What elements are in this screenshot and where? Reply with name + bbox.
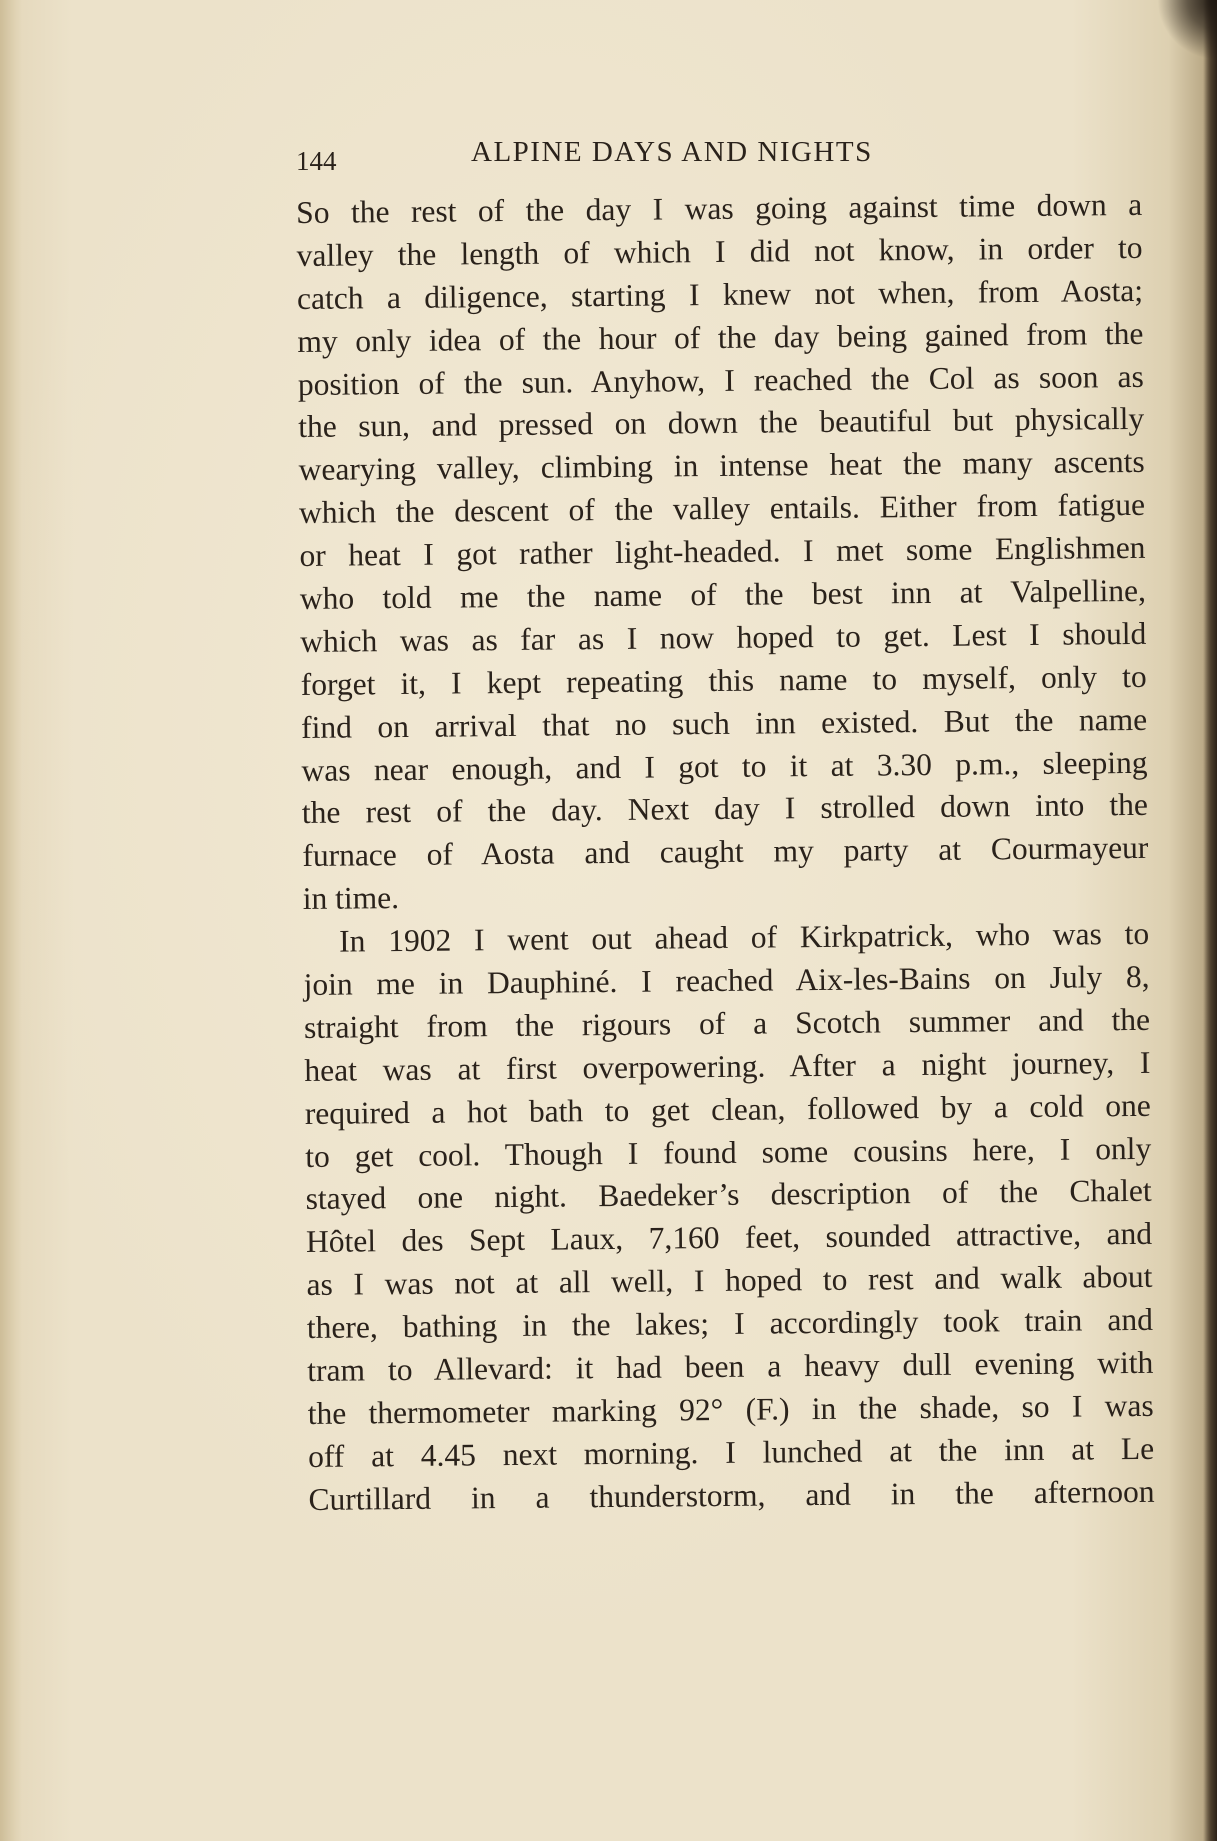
text-line: find on arrival that no such inn existed. But the name [300, 701, 1148, 745]
text-line: In 1902 I went out ahead of Kirkpatrick, who was to [339, 915, 1150, 959]
text-line: there, bathing in the lakes; I accordingly took train and [306, 1301, 1154, 1346]
text-line: catch a diligence, starting I knew not when, from Aosta; [296, 272, 1144, 316]
text-line: furnace of Aosta and caught my party at Courmayeur [302, 830, 1149, 874]
text-line: heat was at first overpowering. After a night journey, I [304, 1044, 1151, 1088]
text-line: So the rest of the day I was going against time down a [296, 186, 1143, 230]
text-line: Hôtel des Sept Laux, 7,160 feet, sounded attractive, and [305, 1216, 1153, 1260]
text-line: was near enough, and I got to it at 3.30 p.m., sleeping [301, 744, 1148, 788]
text-line: join me in Dauphiné. I reached Aix-les-Bains on July 8, [303, 958, 1150, 1002]
running-title: ALPINE DAYS AND NIGHTS [471, 136, 873, 168]
running-header [296, 132, 976, 176]
text-line: tram to Allevard: it had been a heavy dull evening with [307, 1344, 1154, 1388]
text-line: which was as far as I now hoped to get. Lest I should [300, 615, 1147, 659]
body-text [296, 184, 1155, 1522]
text-line: required a hot bath to get clean, followed by a cold one [304, 1087, 1151, 1131]
text-line: as I was not at all well, I hoped to rest and walk about [306, 1259, 1153, 1303]
text-line: off at 4.45 next morning. I lunched at the inn at Le [307, 1430, 1155, 1474]
text-line: which the descent of the valley entails. Either from fatigue [298, 487, 1146, 531]
page-gutter [0, 0, 22, 1841]
text-line: wearying valley, climbing in intense heat the many ascents [298, 444, 1145, 488]
text-line: Curtillard in a thunderstorm, and in the afternoon [308, 1473, 1155, 1517]
text-line: the sun, and pressed on down the beautiful but physically [298, 401, 1145, 445]
text-line: the rest of the day. Next day I strolled down into the [301, 787, 1149, 831]
page-number: 144 [296, 146, 337, 176]
text-line: who told me the name of the best inn at Valpelline, [299, 572, 1147, 616]
text-line: valley the length of which I did not know, in order to [296, 229, 1143, 273]
text-line: straight from the rigours of a Scotch summer and the [303, 1001, 1151, 1045]
text-line: to get cool. Though I found some cousins here, I only [305, 1130, 1152, 1174]
text-line: or heat I got rather light-headed. I met some Englishmen [299, 529, 1146, 574]
text-line: my only idea of the hour of the day being gained from the [297, 315, 1144, 359]
text-line: in time. [302, 880, 400, 917]
book-spine-shadow [1203, 0, 1217, 1841]
text-line: stayed one night. Baedeker’s description of the Chalet [305, 1173, 1152, 1217]
text-line: position of the sun. Anyhow, I reached the Col as soon as [297, 358, 1144, 402]
text-line: the thermometer marking 92° (F.) in the shade, so I was [307, 1387, 1154, 1431]
page-corner-shadow [1157, 0, 1217, 60]
text-line: forget it, I kept repeating this name to myself, only to [300, 658, 1147, 702]
